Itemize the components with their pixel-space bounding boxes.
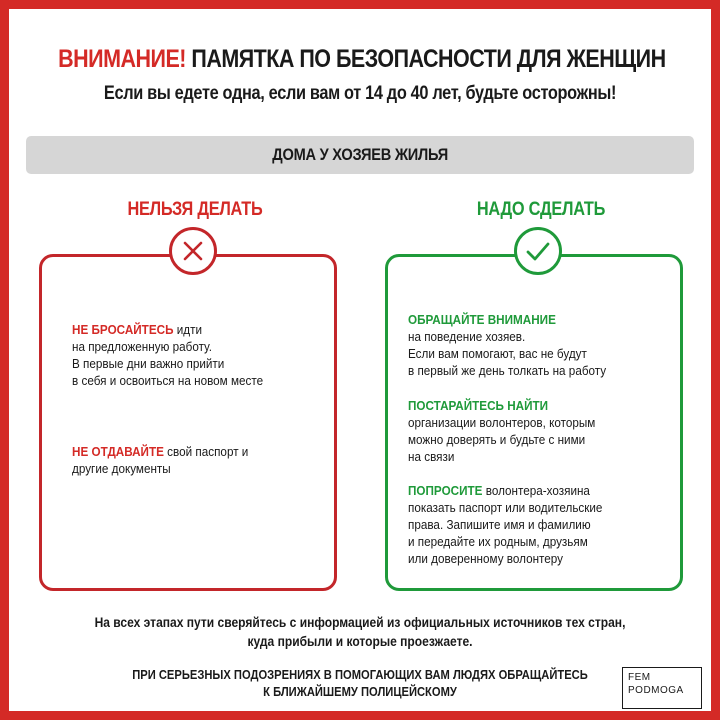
- do-item-3-keyword: ПОПРОСИТЕ: [408, 483, 483, 498]
- title-accent: ВНИМАНИЕ!: [58, 45, 186, 73]
- cross-icon: [169, 227, 217, 275]
- footer-line-2: куда прибыли и которые проезжаете.: [247, 633, 473, 649]
- page-title: [58, 45, 666, 74]
- footer-line-3: ПРИ СЕРЬЕЗНЫХ ПОДОЗРЕНИЯХ В ПОМОГАЮЩИХ ВАМ ЛЮДЯХ ОБРАЩАЙТЕСЬ: [132, 667, 588, 682]
- dont-item-2-line2: другие документы: [72, 461, 171, 476]
- dont-item-1-line3: В первые дни важно прийти: [72, 356, 225, 371]
- footer-line-1: На всех этапах пути сверяйтесь с информацией из официальных источников тех стран,: [94, 614, 626, 630]
- dont-item-2-keyword: НЕ ОТДАВАЙТЕ: [72, 444, 164, 459]
- page-subtitle: Если вы едете одна, если вам от 14 до 40 лет, будьте осторожны!: [103, 83, 617, 104]
- check-icon: [514, 227, 562, 275]
- dont-item-1-keyword: НЕ БРОСАЙТЕСЬ: [72, 322, 174, 337]
- logo-line-2: PODMOGA: [628, 685, 684, 696]
- dont-item-1-line2: на предложенную работу.: [72, 339, 212, 354]
- brand-logo: [622, 667, 702, 709]
- dont-item-1-line4: в себя и освоиться на новом месте: [72, 373, 264, 388]
- do-item-1-line1: на поведение хозяев.: [408, 329, 526, 344]
- do-title: НАДО СДЕЛАТЬ: [476, 199, 606, 220]
- dont-item-2-line1: свой паспорт и: [163, 444, 249, 459]
- do-item-2-line2: можно доверять и будьте с ними: [408, 432, 586, 447]
- do-item-2-line1: организации волонтеров, которым: [408, 415, 596, 430]
- do-item-3-line4: и передайте их родным, друзьям: [408, 534, 588, 549]
- do-item-2-line3: на связи: [408, 449, 455, 464]
- title-rest: ПАМЯТКА ПО БЕЗОПАСНОСТИ ДЛЯ ЖЕНЩИН: [191, 45, 666, 73]
- dont-item-1: [72, 321, 263, 389]
- logo-line-1: FEM: [628, 672, 651, 683]
- dont-panel: [39, 254, 337, 591]
- do-item-1-line3: в первый же день толкать на работу: [408, 363, 607, 378]
- do-item-2-keyword: ПОСТАРАЙТЕСЬ НАЙТИ: [408, 398, 549, 413]
- footer-line-4: К БЛИЖАЙШЕМУ ПОЛИЦЕЙСКОМУ: [263, 684, 457, 699]
- do-item-3-line1: волонтера-хозяина: [482, 483, 590, 498]
- dont-title: НЕЛЬЗЯ ДЕЛАТЬ: [127, 199, 263, 220]
- do-item-3: [408, 482, 602, 567]
- do-item-1: [408, 311, 606, 379]
- do-item-2: [408, 397, 595, 465]
- dont-item-1-line1: идти: [173, 322, 203, 337]
- section-header: [26, 136, 694, 174]
- do-item-3-line2: показать паспорт или водительские: [408, 500, 603, 515]
- do-item-3-line5: или доверенному волонтеру: [408, 551, 564, 566]
- do-panel: [385, 254, 683, 591]
- do-item-1-keyword: ОБРАЩАЙТЕ ВНИМАНИЕ: [408, 312, 556, 327]
- do-item-1-line2: Если вам помогают, вас не будут: [408, 346, 587, 361]
- dont-item-2: [72, 443, 248, 477]
- footer-note: [58, 613, 662, 651]
- do-item-3-line3: права. Запишите имя и фамилию: [408, 517, 591, 532]
- section-label: ДОМА У ХОЗЯЕВ ЖИЛЬЯ: [272, 145, 448, 164]
- footer-warning: [58, 666, 662, 700]
